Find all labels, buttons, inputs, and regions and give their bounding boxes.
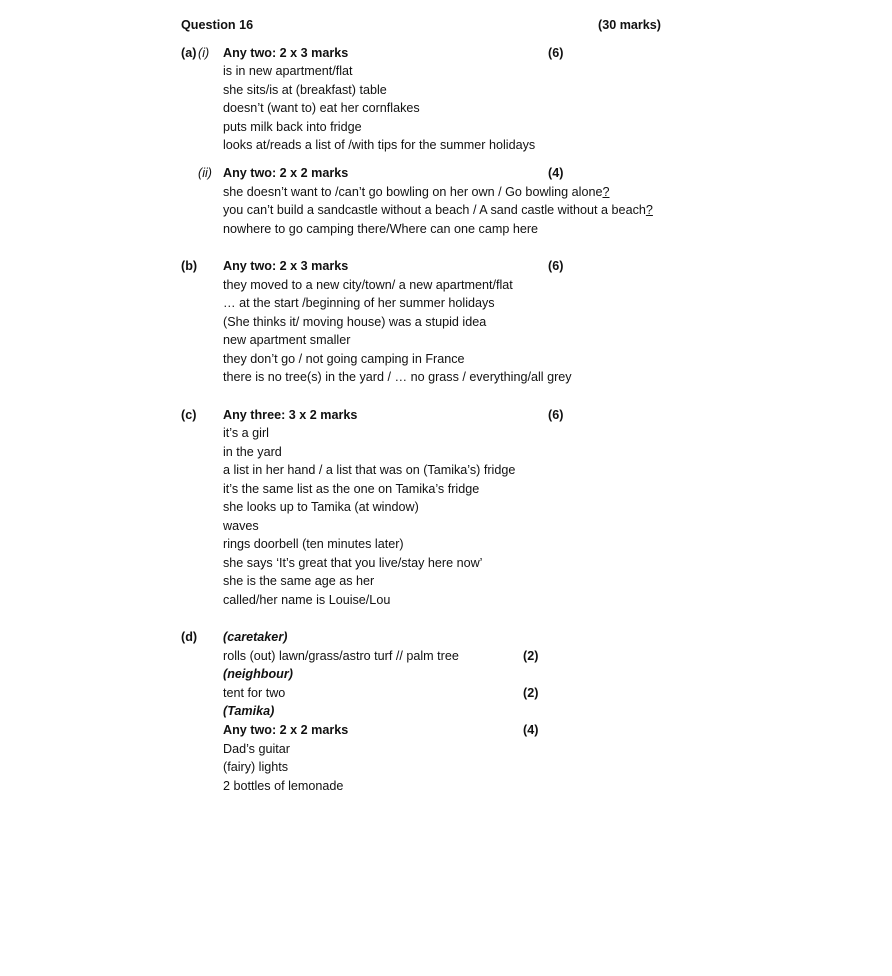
part-b-line: there is no tree(s) in the yard / … no grass / everything/all grey	[223, 370, 572, 384]
part-d-tamika-heading: Any two: 2 x 2 marks	[223, 723, 349, 737]
part-d-neighbour-marks: (2)	[523, 686, 539, 700]
part-a-ii-label: (ii)	[198, 166, 212, 180]
part-a-i-line: is in new apartment/flat	[223, 64, 353, 78]
part-c-line: she is the same age as her	[223, 574, 375, 588]
part-d-tamika-line: 2 bottles of lemonade	[223, 779, 344, 793]
part-a-ii-heading: Any two: 2 x 2 marks	[223, 166, 349, 180]
part-c-line: she says ‘It’s great that you live/stay here now’	[223, 556, 483, 570]
part-a-i-label: (i)	[198, 46, 210, 60]
question-title: Question 16	[181, 18, 254, 32]
question-mark-underlined: ?	[645, 203, 653, 217]
part-d-tamika-line: Dad’s guitar	[223, 742, 290, 756]
part-a-i-line: looks at/reads a list of /with tips for the summer holidays	[223, 138, 536, 152]
part-a-i-line: doesn’t (want to) eat her cornflakes	[223, 101, 420, 115]
part-c-heading: Any three: 3 x 2 marks	[223, 408, 358, 422]
part-a-ii-line	[223, 183, 609, 202]
part-c-line: waves	[223, 519, 259, 533]
part-c-line: it’s the same list as the one on Tamika’s fridge	[223, 482, 480, 496]
part-d-tamika-marks: (4)	[523, 723, 539, 737]
part-d-caretaker-line: rolls (out) lawn/grass/astro turf // palm tree	[223, 649, 459, 663]
part-d-caretaker-label: (caretaker)	[223, 630, 288, 644]
part-d-neighbour-label: (neighbour)	[223, 667, 293, 681]
part-d-label: (d)	[181, 630, 198, 644]
part-a-i-marks: (6)	[548, 46, 564, 60]
part-b-heading: Any two: 2 x 3 marks	[223, 259, 349, 273]
part-c-line: in the yard	[223, 445, 282, 459]
part-c-line: rings doorbell (ten minutes later)	[223, 537, 404, 551]
part-c-marks: (6)	[548, 408, 564, 422]
part-c-line: called/her name is Louise/Lou	[223, 593, 391, 607]
part-a-label: (a)	[181, 46, 197, 60]
part-d-caretaker-marks: (2)	[523, 649, 539, 663]
part-b-line: they don’t go / not going camping in France	[223, 352, 465, 366]
part-b-line: … at the start /beginning of her summer holidays	[223, 296, 495, 310]
part-c-label: (c)	[181, 408, 197, 422]
part-d-neighbour-line: tent for two	[223, 686, 286, 700]
part-c-line: she looks up to Tamika (at window)	[223, 500, 419, 514]
part-b-marks: (6)	[548, 259, 564, 273]
part-c-line: a list in her hand / a list that was on (Tamika’s) fridge	[223, 463, 516, 477]
line-text: she doesn’t want to /can’t go bowling on her own / Go bowling alone	[223, 185, 603, 199]
total-marks: (30 marks)	[598, 18, 662, 32]
part-a-ii-line: nowhere to go camping there/Where can one camp here	[223, 222, 539, 236]
part-b-line: (She thinks it/ moving house) was a stupid idea	[223, 315, 487, 329]
part-d-tamika-label: (Tamika)	[223, 704, 275, 718]
part-c-line: it’s a girl	[223, 426, 269, 440]
part-d-tamika-line: (fairy) lights	[223, 760, 289, 774]
part-b-line: new apartment smaller	[223, 333, 351, 347]
question-mark-underlined: ?	[602, 185, 610, 199]
part-b-label: (b)	[181, 259, 198, 273]
part-a-i-line: she sits/is at (breakfast) table	[223, 83, 387, 97]
part-b-line: they moved to a new city/town/ a new apartment/flat	[223, 278, 513, 292]
line-text: you can’t build a sandcastle without a beach / A sand castle without a beach	[223, 203, 646, 217]
part-a-i-line: puts milk back into fridge	[223, 120, 362, 134]
part-a-ii-line	[223, 201, 653, 220]
part-a-ii-marks: (4)	[548, 166, 564, 180]
part-a-i-heading: Any two: 2 x 3 marks	[223, 46, 349, 60]
